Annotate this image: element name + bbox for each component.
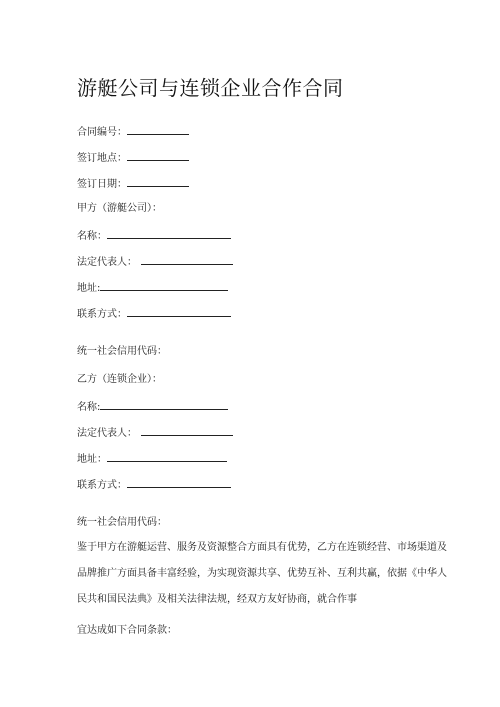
party-b-contact-label: 联系方式： [77, 480, 127, 491]
contract-number-blank[interactable] [127, 124, 189, 135]
party-b-credit-code-label: 统一社会信用代码： [77, 517, 167, 528]
signing-place-field [77, 150, 189, 166]
party-b-name-field [77, 399, 228, 415]
document-title: 游艇公司与连锁企业合作合同 [77, 76, 344, 100]
party-a-contact-blank[interactable] [127, 306, 231, 317]
contract-number-field [77, 124, 189, 140]
party-a-address-blank[interactable] [100, 280, 228, 291]
party-b-contact-blank[interactable] [127, 477, 231, 488]
preamble-line: 品牌推广方面具备丰富经验，为实现资源共享、优势互补、互利共赢，依据《中华人 [77, 568, 447, 579]
signing-date-field [77, 176, 189, 192]
party-a-rep-label: 法定代表人： [77, 257, 137, 268]
party-b-address-label: 地址： [77, 454, 107, 465]
closing-line: 宜达成如下合同条款： [77, 625, 177, 636]
signing-place-blank[interactable] [127, 150, 189, 161]
preamble-line: 民共和国民法典》及相关法律法规，经双方友好协商，就合作事 [77, 594, 357, 605]
party-b-rep-label: 法定代表人： [77, 428, 137, 439]
party-a-rep-blank[interactable] [141, 254, 233, 265]
party-a-name-label: 名称： [77, 231, 107, 242]
party-b-rep-blank[interactable] [141, 425, 233, 436]
party-a-name-field [77, 228, 231, 244]
party-a-name-blank[interactable] [107, 228, 231, 239]
party-a-contact-field [77, 306, 231, 322]
party-b-address-blank[interactable] [107, 451, 227, 462]
party-a-address-field [77, 280, 228, 296]
party-a-address-label: 地址: [77, 283, 101, 294]
party-b-rep-field [77, 425, 233, 441]
party-a-contact-label: 联系方式： [77, 309, 127, 320]
signing-date-blank[interactable] [127, 176, 189, 187]
party-b-contact-field [77, 477, 231, 493]
party-a-credit-code-label: 统一社会信用代码： [77, 346, 167, 357]
contract-number-label: 合同编号： [77, 127, 127, 138]
signing-date-label: 签订日期： [77, 179, 127, 190]
party-b-name-label: 名称: [77, 402, 101, 413]
party-b-address-field [77, 451, 227, 467]
party-a-rep-field [77, 254, 233, 270]
party-a-heading: 甲方（游艇公司）： [77, 203, 162, 214]
preamble-line: 鉴于甲方在游艇运营、服务及资源整合方面具有优势，乙方在连锁经营、市场渠道及 [77, 542, 447, 553]
signing-place-label: 签订地点： [77, 153, 127, 164]
party-b-name-blank[interactable] [100, 399, 228, 410]
party-b-heading: 乙方（连锁企业）： [77, 374, 162, 385]
preamble-paragraph [77, 535, 447, 613]
